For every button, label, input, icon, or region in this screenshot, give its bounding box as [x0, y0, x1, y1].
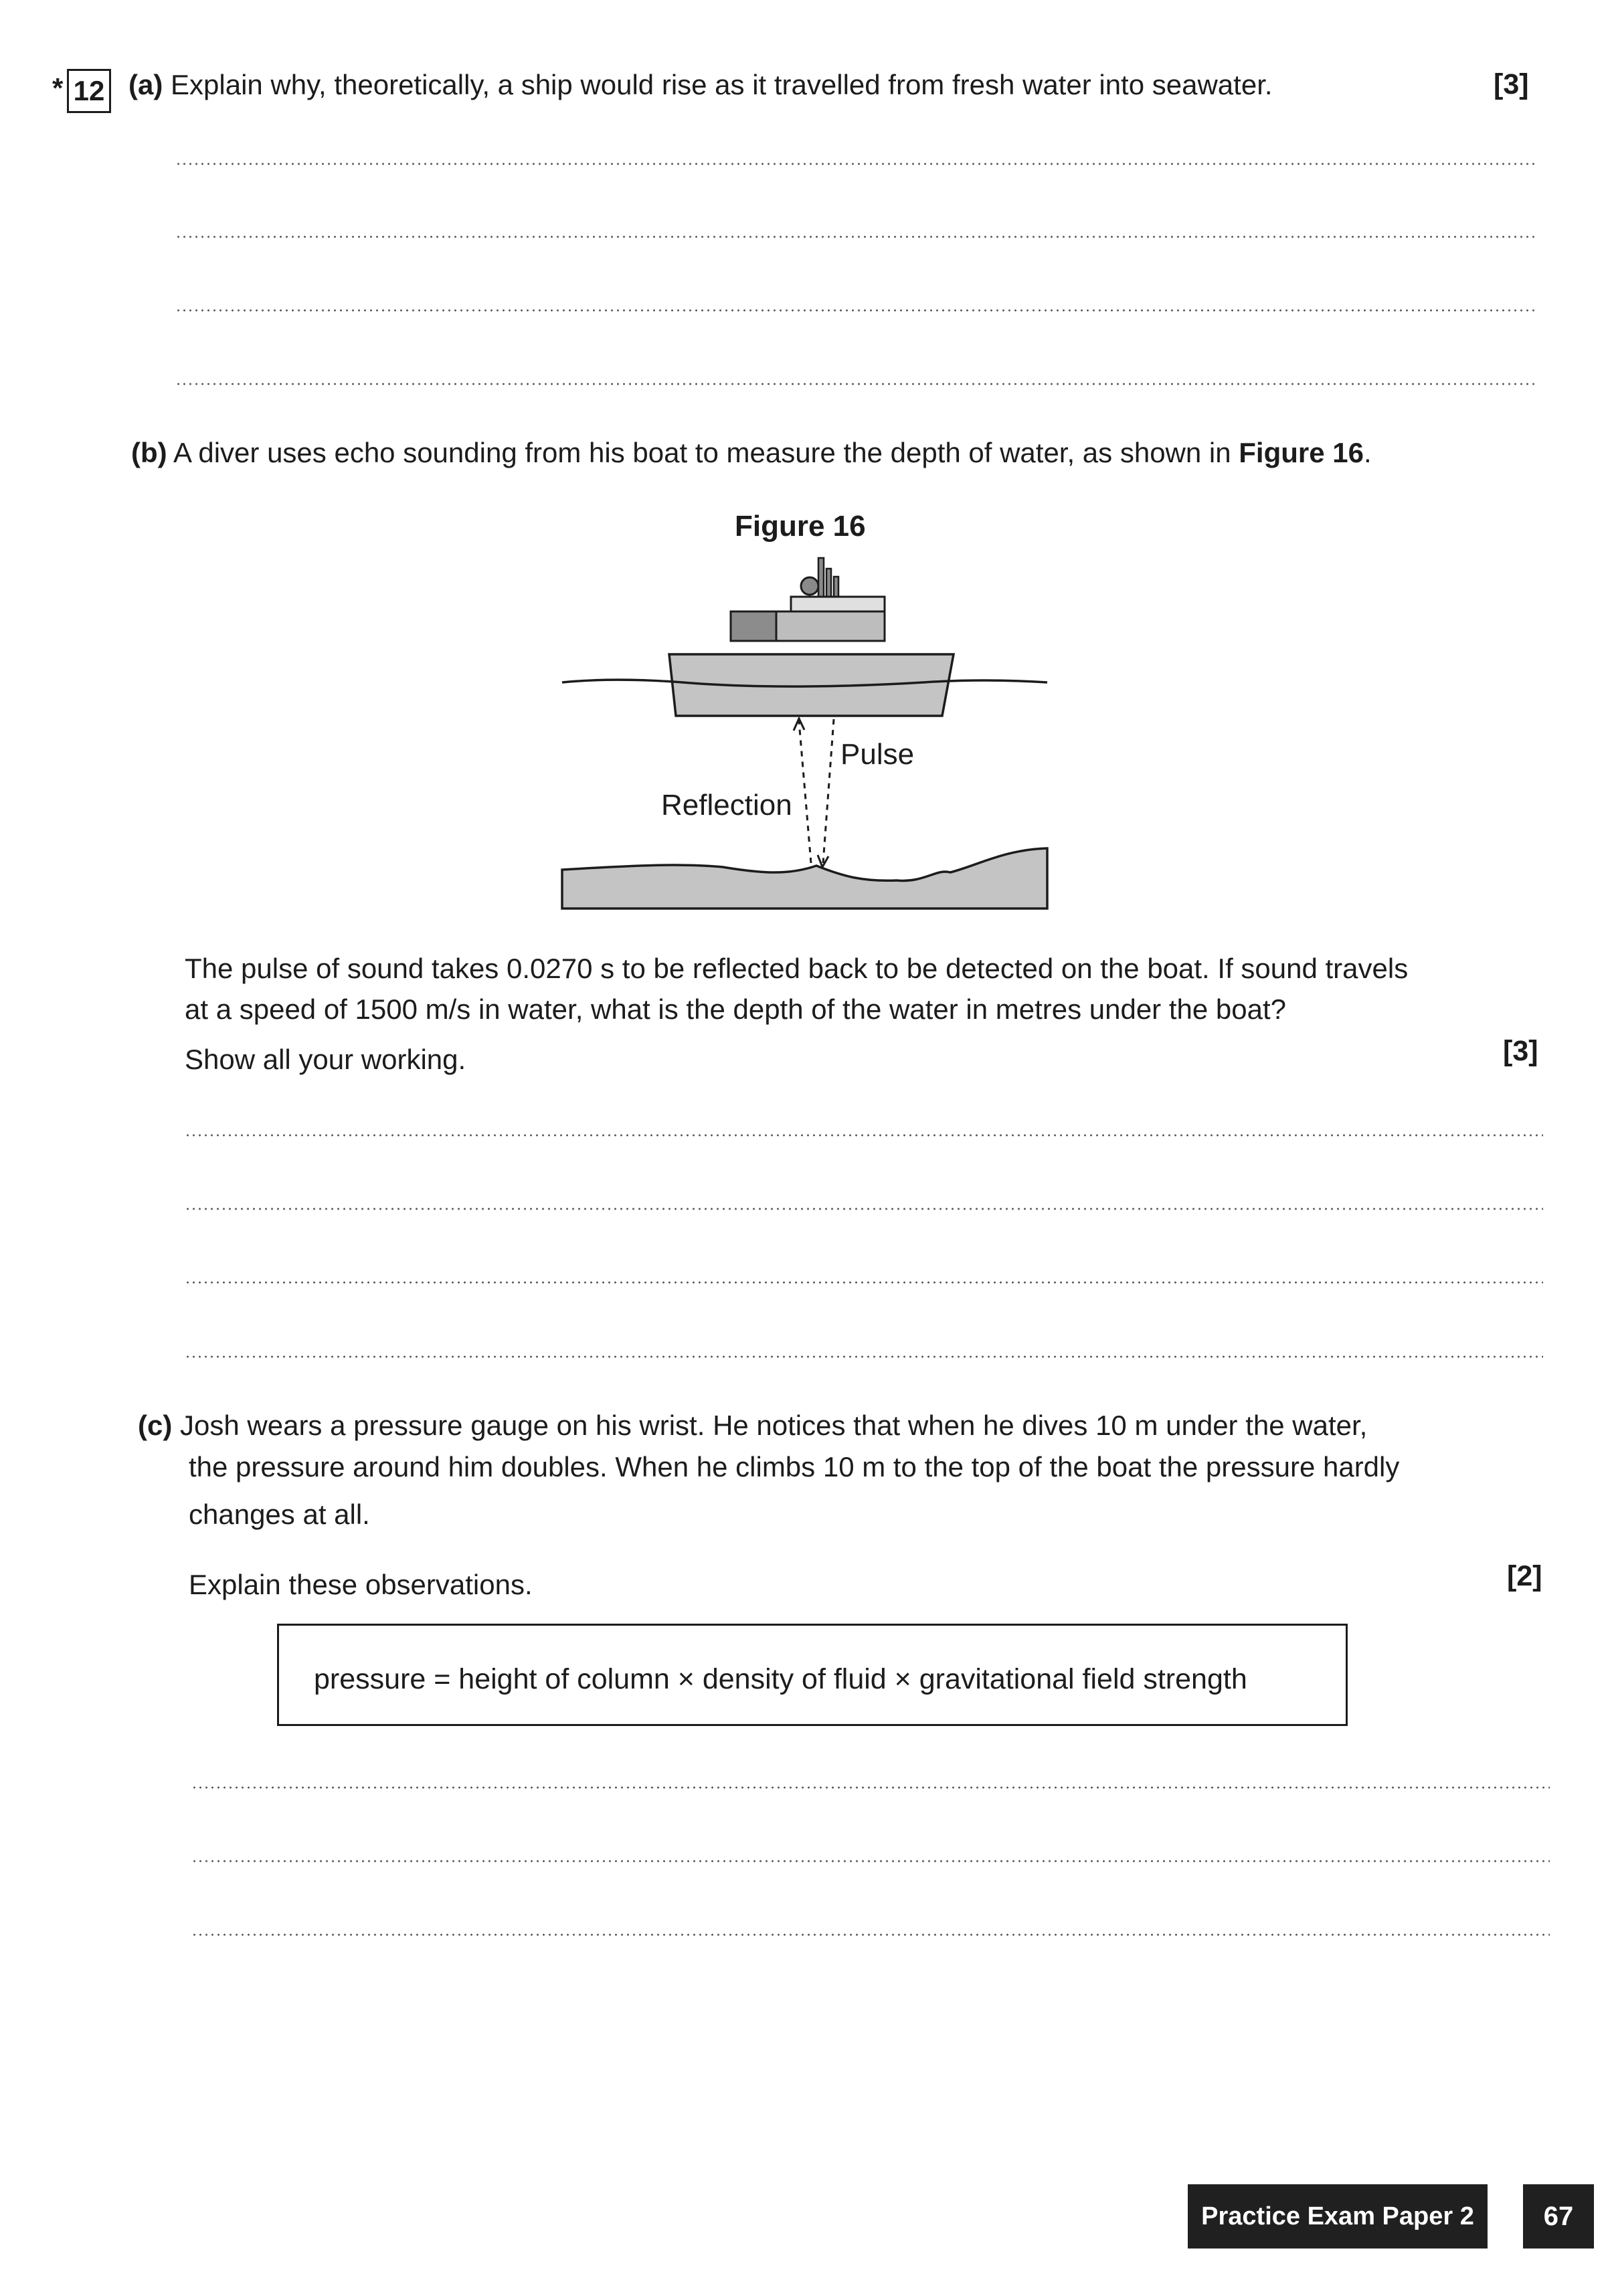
echo-sounding-diagram — [549, 549, 1057, 923]
part-b-body-line2: at a speed of 1500 m/s in water, what is the depth of the water in metres under the boat? — [185, 993, 1286, 1025]
answer-line[interactable] — [175, 383, 1536, 385]
answer-line[interactable] — [185, 1355, 1543, 1358]
part-b-text-end: . — [1364, 437, 1372, 468]
part-c-label: (c) — [138, 1410, 173, 1441]
part-c-prompt: Explain these observations. — [189, 1569, 533, 1600]
part-b-text: A diver uses echo sounding from his boat to measure the depth of water, as shown in — [173, 437, 1239, 468]
reflection-label: Reflection — [661, 789, 792, 822]
reflection-arrowhead — [794, 719, 804, 731]
answer-line[interactable] — [185, 1134, 1543, 1137]
answer-line[interactable] — [185, 1281, 1543, 1284]
part-a-question — [128, 71, 1273, 99]
pulse-label: Pulse — [840, 738, 915, 771]
answer-line[interactable] — [191, 1786, 1550, 1789]
part-c-line3: changes at all. — [189, 1499, 370, 1530]
part-b-body-line1: The pulse of sound takes 0.0270 s to be reflected back to be detected on the boat. If sound travels — [185, 953, 1409, 984]
pulse-path — [823, 719, 834, 863]
part-c-marks: [2] — [1507, 1560, 1542, 1592]
formula-box — [277, 1624, 1348, 1726]
reflection-path — [799, 721, 811, 863]
figure-title: Figure 16 — [735, 510, 866, 543]
answer-line[interactable] — [175, 235, 1536, 238]
question-number: 12 — [67, 69, 111, 113]
answer-line[interactable] — [191, 1933, 1550, 1936]
ship-cabin-side — [776, 611, 885, 641]
part-a-marks: [3] — [1494, 68, 1529, 100]
part-b-body-line3: Show all your working. — [185, 1044, 466, 1075]
part-a-text: Explain why, theoretically, a ship would rise as it travelled from fresh water into seawater. — [171, 69, 1273, 100]
footer-paper-title: Practice Exam Paper 2 — [1188, 2184, 1488, 2249]
pressure-formula: pressure = height of column × density of fluid × gravitational field strength — [314, 1663, 1247, 1695]
part-a-label: (a) — [128, 69, 163, 100]
answer-line[interactable] — [175, 309, 1536, 312]
ship-funnel — [801, 558, 838, 598]
ship-bridge — [791, 597, 885, 611]
part-b-question — [131, 439, 1372, 467]
part-b-marks: [3] — [1503, 1035, 1538, 1067]
answer-line[interactable] — [175, 163, 1536, 165]
seabed — [562, 848, 1047, 908]
part-c-text-line1: Josh wears a pressure gauge on his wrist. He notices that when he dives 10 m under the water, — [180, 1410, 1368, 1441]
part-c-line2: the pressure around him doubles. When he climbs 10 m to the top of the boat the pressure hardly — [189, 1451, 1400, 1482]
answer-line[interactable] — [191, 1860, 1550, 1862]
part-c-line1 — [138, 1412, 1367, 1440]
question-star: * — [52, 72, 64, 104]
part-b-label: (b) — [131, 437, 167, 468]
page-number: 67 — [1523, 2184, 1594, 2249]
figure-reference: Figure 16 — [1239, 437, 1364, 468]
answer-line[interactable] — [185, 1208, 1543, 1210]
